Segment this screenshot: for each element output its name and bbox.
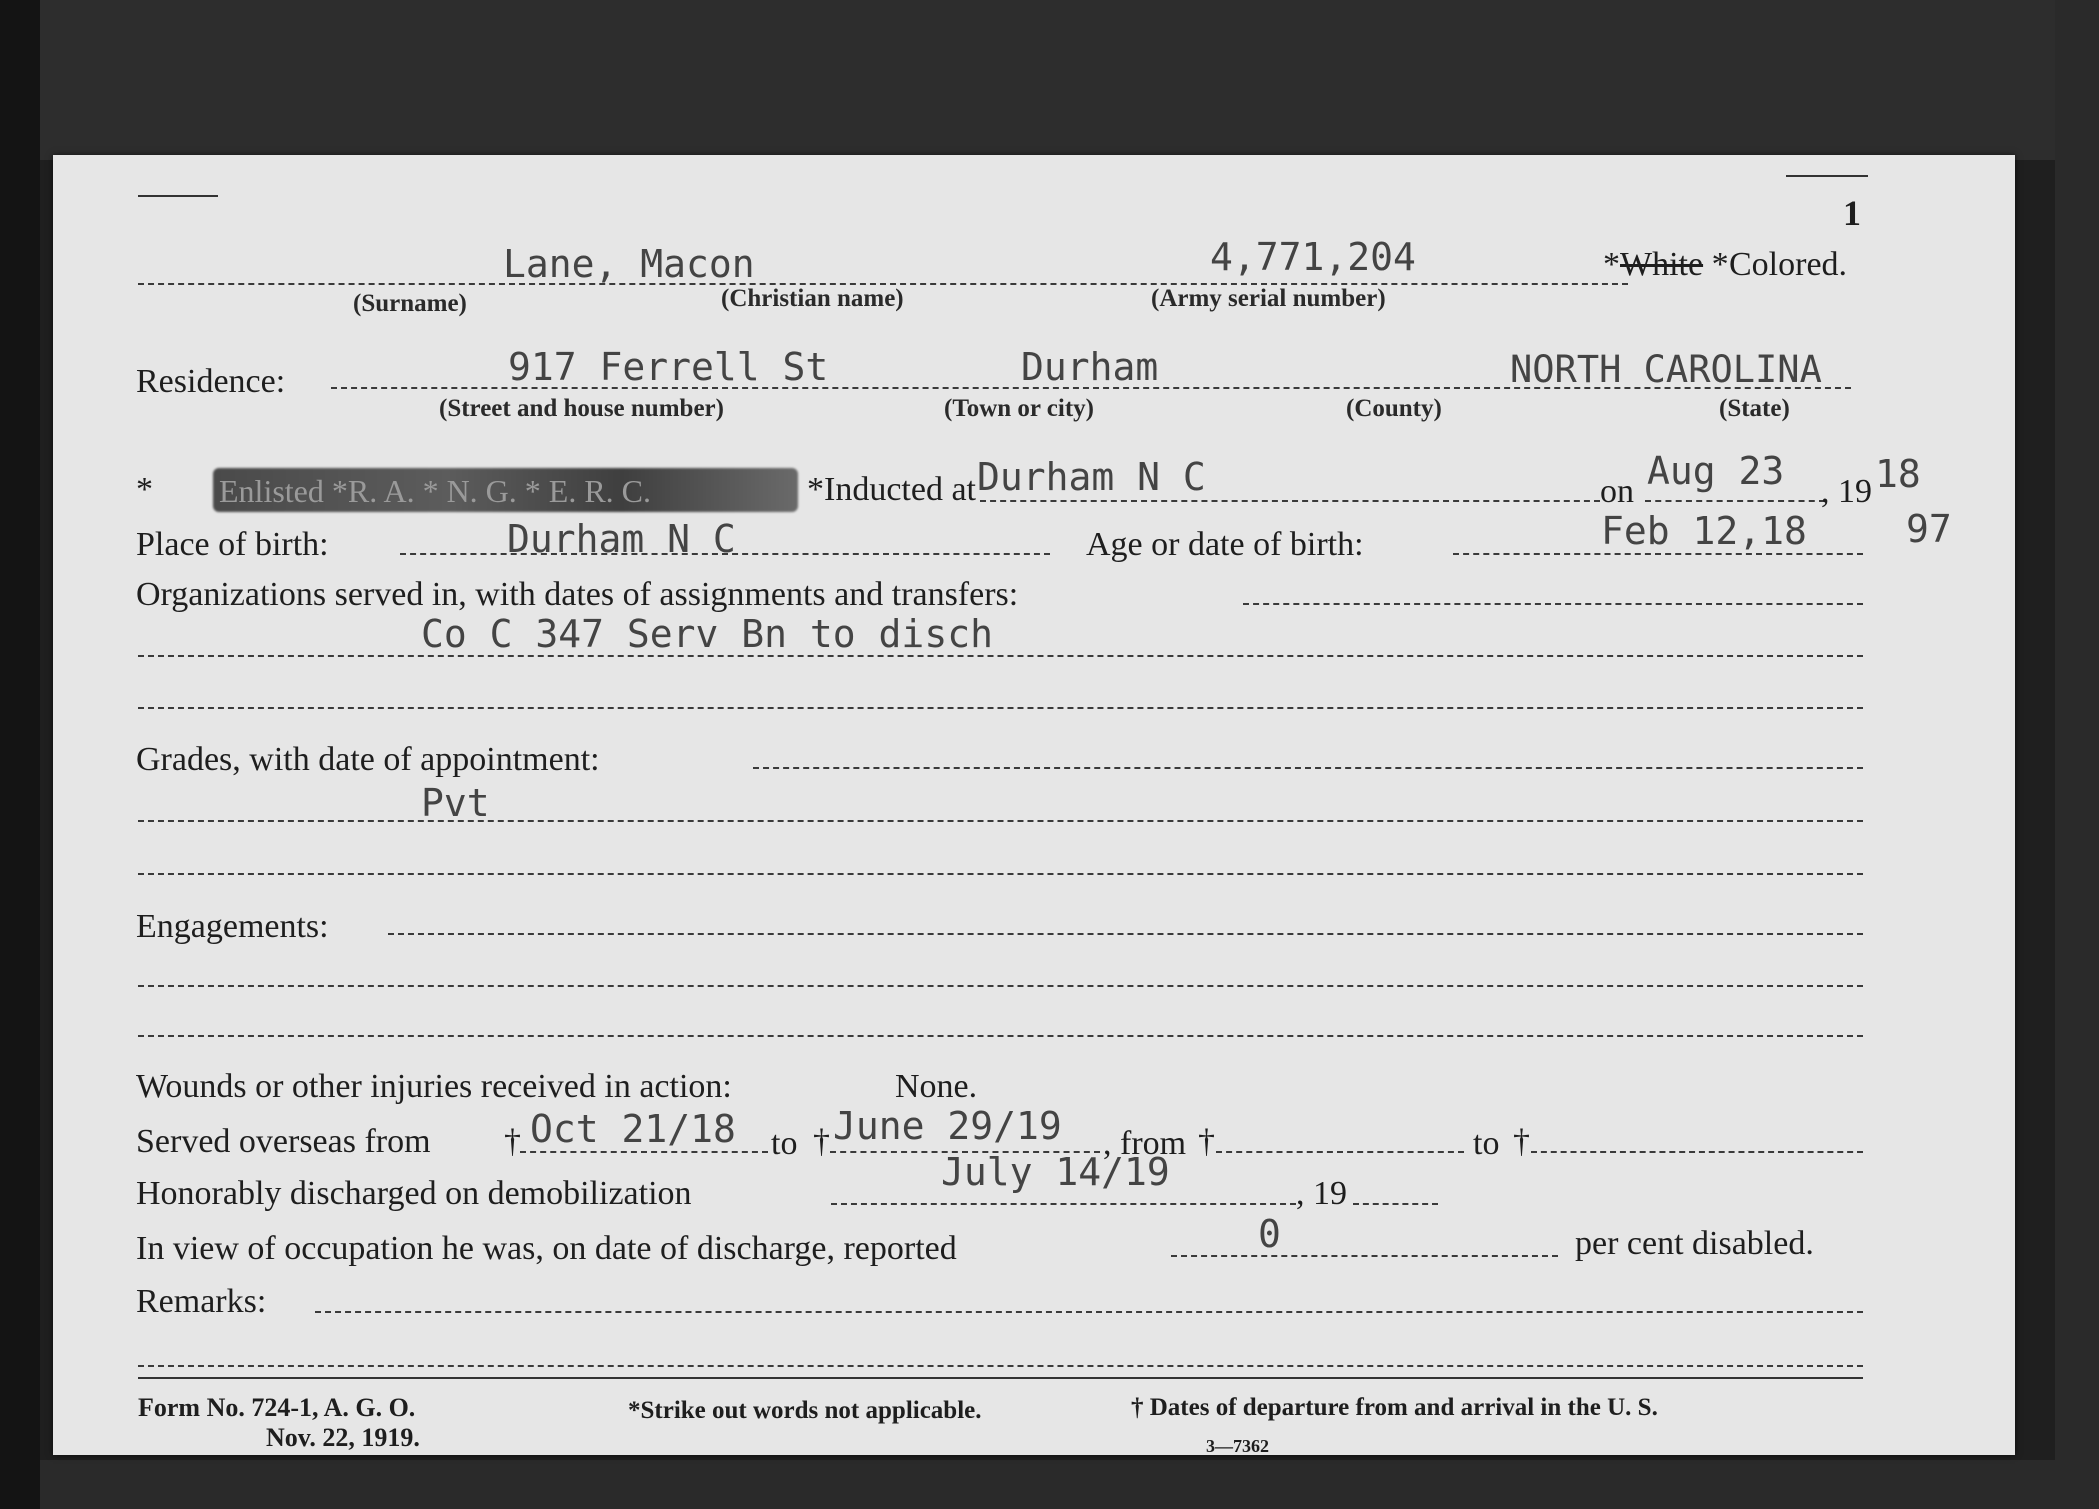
grade-line-1 xyxy=(138,820,1863,822)
surname-caption: (Surname) xyxy=(353,290,467,317)
organizations-label: Organizations served in, with dates of assignments and transfers: xyxy=(136,576,1019,613)
remarks-line-2 xyxy=(138,1365,1863,1367)
grades-label: Grades, with date of appointment: xyxy=(136,741,600,778)
inducted-date-line xyxy=(1645,500,1825,502)
percent-disabled-label: per cent disabled. xyxy=(1575,1225,1814,1262)
inducted-date-value: Aug 23 xyxy=(1647,449,1785,493)
overseas-dagger-3: † xyxy=(1198,1123,1215,1160)
to-label-1: to xyxy=(771,1125,798,1162)
birth-place-value: Durham N C xyxy=(507,517,736,561)
card-number-value: 1 xyxy=(1843,193,1861,233)
on-label: on xyxy=(1600,473,1634,510)
overseas-from-line xyxy=(520,1151,768,1153)
organizations-line xyxy=(1243,603,1863,605)
strike-out-note: *Strike out words not applicable. xyxy=(628,1397,982,1424)
birth-date-line xyxy=(1453,553,1863,555)
overseas-dagger-4: † xyxy=(1513,1123,1530,1160)
dates-note-text: Dates of departure from and arrival in the U. S. xyxy=(1149,1394,1658,1421)
discharge-date-value: July 14/19 xyxy=(941,1150,1170,1194)
enlisted-options-label: Enlisted *R. A. * N. G. * E. R. C. xyxy=(219,473,652,509)
scan-background-bottom xyxy=(40,1460,2055,1509)
discharge-year-line xyxy=(1353,1203,1438,1205)
service-record-card xyxy=(53,155,2015,1455)
organization-line-1 xyxy=(138,655,1863,657)
inducted-place-value: Durham N C xyxy=(977,455,1206,499)
enlisted-star: * xyxy=(136,471,153,508)
organization-line-2 xyxy=(138,707,1863,709)
overseas-to2-line xyxy=(1531,1151,1863,1153)
scan-border-right xyxy=(2055,0,2099,1509)
disabled-value: 0 xyxy=(1258,1212,1281,1256)
remarks-label: Remarks: xyxy=(136,1283,267,1320)
age-birth-label: Age or date of birth: xyxy=(1086,526,1364,563)
name-value: Lane, Macon xyxy=(503,242,755,286)
scan-background-top xyxy=(40,0,2055,160)
inducted-year-value: 18 xyxy=(1875,452,1921,496)
wounds-value: None. xyxy=(895,1068,978,1105)
organization-value: Co C 347 Serv Bn to disch xyxy=(421,612,993,656)
state-value: NORTH CAROLINA xyxy=(1510,348,1822,391)
grade-line-2 xyxy=(138,873,1863,875)
race-white-struck: White xyxy=(1620,246,1704,283)
race-white-label: *White * xyxy=(1603,246,1729,283)
serial-value: 4,771,204 xyxy=(1210,235,1416,279)
christian-name-caption: (Christian name) xyxy=(721,285,904,312)
race-colored-label: Colored. xyxy=(1729,246,1848,283)
state-caption: (State) xyxy=(1719,395,1790,422)
town-value: Durham xyxy=(1021,345,1159,389)
engagement-line-2 xyxy=(138,1035,1863,1037)
disabled-line xyxy=(1171,1255,1558,1257)
engagements-line xyxy=(388,933,1863,935)
to-label-2: to xyxy=(1473,1125,1500,1162)
top-left-rule xyxy=(138,195,218,197)
grades-line xyxy=(753,767,1863,769)
scan-border-left xyxy=(0,0,40,1509)
inducted-year-prefix: , 19 xyxy=(1821,473,1872,510)
engagement-line-1 xyxy=(138,985,1863,987)
inducted-line xyxy=(980,500,1600,502)
footer-rule xyxy=(138,1377,1863,1379)
overseas-dagger-2: † xyxy=(813,1123,830,1160)
honorably-discharged-label: Honorably discharged on demobilization xyxy=(136,1175,692,1212)
place-of-birth-label: Place of birth: xyxy=(136,526,329,563)
form-date: Nov. 22, 1919. xyxy=(266,1423,420,1452)
county-caption: (County) xyxy=(1346,395,1442,422)
print-code: 3—7362 xyxy=(1206,1436,1269,1456)
engagements-label: Engagements: xyxy=(136,908,329,945)
served-overseas-label: Served overseas from xyxy=(136,1123,431,1160)
serial-caption: (Army serial number) xyxy=(1151,285,1386,312)
wounds-label: Wounds or other injuries received in action: xyxy=(136,1068,732,1105)
discharge-line xyxy=(831,1203,1296,1205)
dates-note: † Dates of departure from and arrival in the U. S. xyxy=(1131,1394,1658,1421)
remarks-line xyxy=(315,1311,1863,1313)
street-caption: (Street and house number) xyxy=(439,395,724,422)
birth-date-value: Feb 12,18 xyxy=(1601,509,1807,553)
top-right-rule xyxy=(1786,175,1868,177)
residence-label: Residence: xyxy=(136,363,286,400)
inducted-label: *Inducted at xyxy=(807,471,976,508)
town-caption: (Town or city) xyxy=(944,395,1094,422)
overseas-to-value: June 29/19 xyxy=(833,1104,1062,1148)
overseas-from-value: Oct 21/18 xyxy=(530,1107,736,1151)
overseas-from2-line xyxy=(1216,1151,1464,1153)
occupation-label: In view of occupation he was, on date of discharge, reported xyxy=(136,1230,957,1267)
form-number: Form No. 724-1, A. G. O. xyxy=(138,1393,416,1422)
street-value: 917 Ferrell St xyxy=(508,345,829,389)
birth-year-value: 97 xyxy=(1906,507,1952,551)
discharge-year-prefix: , 19 xyxy=(1296,1175,1347,1212)
overseas-dagger-1: † xyxy=(504,1123,521,1160)
from-label: , from xyxy=(1103,1125,1187,1162)
grade-value: Pvt xyxy=(421,781,490,825)
